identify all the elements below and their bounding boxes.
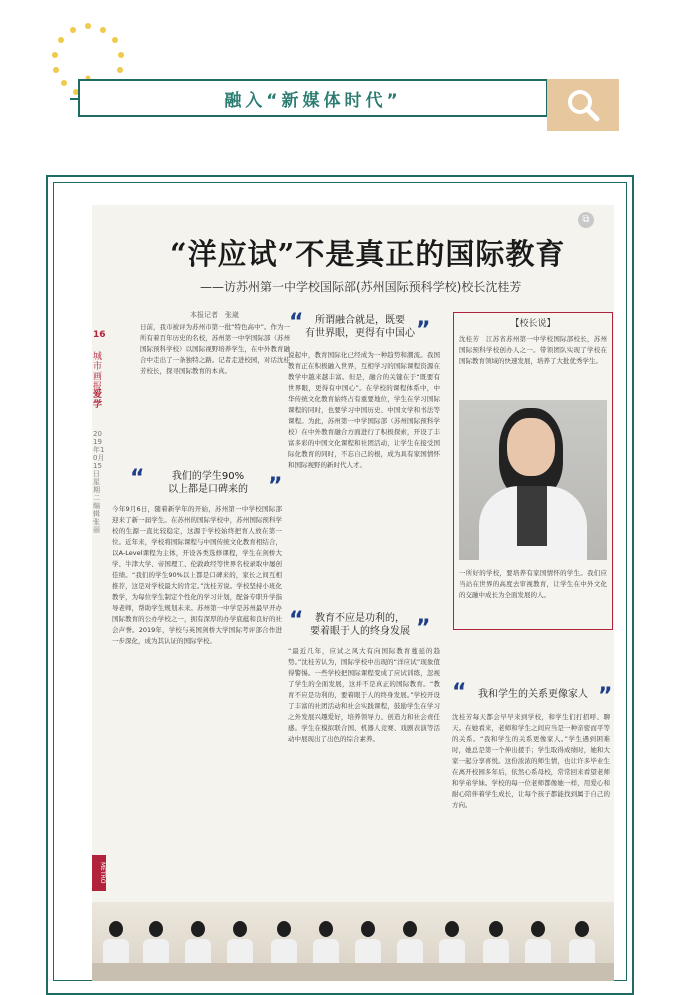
byline: 本报记者 张崴 bbox=[190, 311, 239, 319]
subhead-3: 教育不应是功利的， 要着眼于人的终身发展 bbox=[310, 613, 410, 637]
principal-photo bbox=[459, 400, 607, 560]
column2-body-2: “最近几年，应试之风大有向国际教育蔓延的趋势。”沈桂芳认为，国际学校中出现的“洋应试”现象值得警惕。一些学校把国际课程变成了应试训练，忽视了学生的全面发展，这并不是真正的国际教育。“教育不应是功利的，要着眼于人的终身发展。”学校开设了丰富的社团活动和社会实践课程，鼓励学生在学习之外发展兴趣爱好，培养领导力、创造力和社会责任感。学生在模拟联合国、机器人竞赛、戏剧表演等活动中展现出了出色的综合素养。 bbox=[288, 647, 440, 743]
column2-body: 说起中，教育国际化已经成为一种趋势和潮流。我国教育正在积极融入世界，互相学习的国际课程资源在教学中越来越丰富。但是，融合的关键在于“既要有世界眼，更得有中国心”。在学校的课程体系中，中华传统文化教育始终占有重要地位，学生在学习国际课程的同时，也要学习中国历史、中国文学和书法等课程。为此，苏州第一中学国际部（苏州国际预科学校）在中外教育融合方面进行了积极探索，开设了丰富多彩的中国文化课程和社团活动，让学生在接受国际化教育的同时，不忘自己的根，成为具有家国情怀和国际视野的新时代人才。 bbox=[288, 351, 440, 469]
quote-open-icon: “ bbox=[130, 466, 145, 491]
column1-body: 今年9月6日，随着新学年的开始，苏州第一中学校国际部迎来了新一届学生。在苏州的国际学校中，苏州国际预科学校的生源一直比较稳定，这源于学校始终把育人放在第一位。近年来，学校将国际课程与中国传统文化教育相结合，以A-Level课程为主体，开设各类选修课程，学生在剑桥大学、牛津大学、帝国理工、伦敦政经等世界名校录取中屡创佳绩。“我们的学生90%以上都是口碑来的，家长之间互相推荐，这是对学校最大的肯定。”沈桂芳说。学校坚持小班化教学，为每位学生制定个性化的学习计划，配备专职升学指导老师，帮助学生规划未来。苏州第一中学是苏州最早开办国际教育的公办学校之一，拥有深厚的办学底蕴和良好的社会声誉。2019年，学校与英国剑桥大学国际考评部合作进一步深化，成为其认证的国际学校。 bbox=[112, 505, 282, 645]
article-title: “洋应试”不是真正的国际教育 bbox=[170, 237, 566, 271]
subhead-1: 我们的学生90% 以上都是口碑来的 bbox=[168, 471, 248, 495]
students-group-photo bbox=[92, 902, 614, 981]
quote-open-icon: “ bbox=[289, 310, 304, 335]
profile-title: 【校长说】 bbox=[510, 319, 556, 329]
quote-open-icon: “ bbox=[289, 608, 304, 633]
search-button[interactable] bbox=[547, 79, 619, 131]
quote-close-icon: ” bbox=[416, 616, 431, 641]
quote-close-icon: ” bbox=[416, 318, 431, 343]
banner-title: 融入“新媒体时代” bbox=[224, 90, 402, 111]
column3-body: 沈桂芳每天都会早早来到学校，和学生们打招呼、聊天。在她看来，老师和学生之间应当是一种亲密而平等的关系。“我和学生的关系更像家人。”学生遇到困难时，她总是第一个伸出援手；学生取得成绩时，她和大家一起分享喜悦。这份浓浓的师生情，也让许多毕业生在离开校园多年后，依然心系母校，常常回来看望老师和学弟学妹。学校的每一位老师都像她一样，用爱心和耐心陪伴着学生成长，让每个孩子都能找到属于自己的方向。 bbox=[452, 713, 610, 809]
subhead-2: 所谓融合就是，既要 有世界眼，更得有中国心 bbox=[305, 315, 415, 339]
quote-close-icon: ” bbox=[598, 684, 613, 709]
profile-intro: 沈桂芳 江苏省苏州第一中学校国际部校长，苏州国际预科学校创办人之一。带领团队实现了学校在国际教育领域的快速发展，培养了大批优秀学生。 bbox=[459, 335, 607, 365]
section-name: 城市画报 bbox=[93, 352, 103, 392]
quote-close-icon: ” bbox=[268, 474, 283, 499]
profile-caption: 一所好的学校，要培养有家国情怀的学生。我们应当站在世界的高度去审视教育，让学生在中外文化的交融中成长为全面发展的人。 bbox=[459, 569, 607, 599]
column1-intro: 日前，我市被评为苏州市第一批“特色高中”。作为一所有着百年历史的名校，苏州第一中学国际部（苏州国际预科学校）以国际视野培养学生，在中外教育融合中走出了一条独特之路。记者走进校园，对话沈桂芳校长，探寻国际教育的本真。 bbox=[140, 323, 290, 375]
metro-logo: METRO bbox=[92, 855, 106, 891]
page-icon: ⧉ bbox=[578, 212, 594, 228]
quote-open-icon: “ bbox=[452, 680, 467, 705]
section-banner bbox=[78, 79, 548, 117]
article-subtitle: ——访苏州第一中学校国际部(苏州国际预科学校)校长沈桂芳 bbox=[200, 280, 522, 294]
section-number: 16 bbox=[93, 330, 106, 340]
subhead-4: 我和学生的关系更像家人 bbox=[478, 689, 588, 700]
search-icon bbox=[563, 85, 603, 125]
section-date: 2019年10月15日 星期二 编辑 张丽 bbox=[93, 430, 105, 534]
section-tag: 爱学 bbox=[93, 390, 103, 410]
